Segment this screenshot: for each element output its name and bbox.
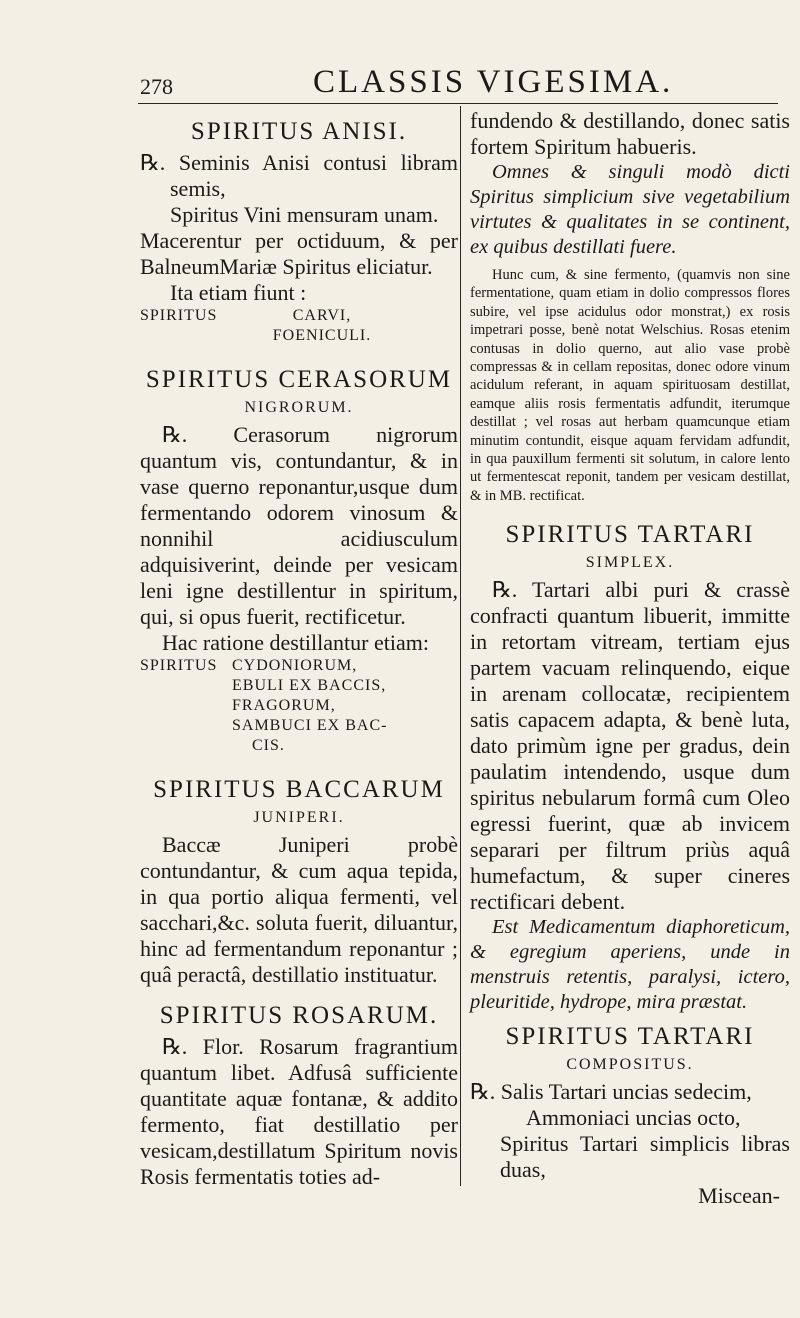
list-item: EBULI EX BACCIS, [232, 677, 387, 694]
heading-spiritus-tartari-compositus: SPIRITUS TARTARI [505, 1023, 755, 1051]
heading-spiritus-anisi: SPIRITUS ANISI. [190, 118, 408, 145]
list-label: SPIRITUS [140, 307, 218, 324]
heading-spiritus-cerasorum: SPIRITUS CERASORUM [145, 366, 453, 393]
list-item: SAMBUCI EX BAC- [232, 717, 388, 734]
continued-paragraph: fundendo & destillando, donec satis fortem Spiritum habueris. [470, 108, 790, 159]
heading-spiritus-tartari: SPIRITUS TARTARI [505, 521, 755, 549]
recipe-line: Ita etiam fiunt : [170, 280, 307, 305]
recipe-paragraph: ℞. Flor. Rosarum fragrantium quantum libet. Adfusâ sufficiente quantitate aquæ fontanæ, & addito fermento, fiat destillatio per vesicam,destillatum Spiritum novis Rosis fermentatis toties ad- [140, 1034, 458, 1189]
header-rule [138, 103, 778, 104]
subheading-simplex: SIMPLEX. [585, 554, 675, 572]
recipe-paragraph: Baccæ Juniperi probè contundantur, & cum aqua tepida, in qua portio aliqua fermenti, vel sacchari,&c. soluta fuerit, diluantur, hinc ad fermentandum reponantur ; quâ peractâ, destillatio instituatur. [140, 832, 458, 987]
recipe-instruction: Macerentur per octiduum, & per BalneumMariæ Spiritus eliciatur. [140, 228, 458, 279]
variant-list-cydoniorum [140, 656, 458, 756]
recipe-line: Spiritus Tartari simplicis libras duas, [500, 1131, 790, 1183]
list-items: CARVI, FOENICULI. [272, 307, 372, 344]
list-item: CIS. [252, 737, 285, 754]
page-header [138, 64, 778, 104]
italic-remark: Est Medicamentum diaphoreticum, & egregium aperiens, unde in menstruis retentis, paralysi, ictero, pleuritide, hydrope, mira præstat. [470, 916, 790, 1014]
list-label: SPIRITUS [140, 657, 218, 674]
footnote-paragraph: Hunc cum, & sine fermento, (quamvis non sine fermentatione, quam etiam in dolio compressos flores subire, vel ipse acidulus odor monstrat,) ex rosis impetrari posse, benè notat Welschius. Rosas etenim contusas in dolio querno, aut alio vase probè compressas & in cellam repositas, donec odore vinum acidulum referant, in aquam spirituosam destillat, eamque aliis rosis fermentatis adfundit, iterumque destillat ; vel rosas aut herbam quamcunque etiam minutim contundit, eisque aquam fervidam adfundit, in qua pauxillum fermenti sit solutum, in calore lento ut fermentescat reponit, tandem per vesicam destillat, & in MB. rectificat. [470, 267, 790, 504]
recipe-paragraph: ℞. Tartari albi puri & crassè confracti quantum libuerit, immitte in retortam vitream, tertiam ejus partem vacuam relinquendo, eique in arenam collocatæ, recipientem satis capacem adapta, & benè luta, dato primùm igne per gradus, dein paulatim intendendo, usque dum spiritus nebularum formâ cum Oleo egressi fuerint, quæ ab invicem separari per filtrum priùs aquâ humefactum, & super cineres rectificari debent. [470, 577, 790, 915]
column-divider [460, 106, 461, 1186]
running-title: CLASSIS VIGESIMA. [313, 64, 674, 100]
recipe-line: Ammoniaci uncias octo, [526, 1105, 741, 1131]
recipe-paragraph: ℞. Cerasorum nigrorum quantum vis, contundantur, & in vase querno reponantur,usque dum fermentando odorem vinosum & nonnihil acidiusculum adquisiverint, deinde per vesicam leni igne destillentur in spiritum, qui, si opus fuerit, rectificetur. [140, 422, 458, 629]
subheading-compositus: COMPOSITUS. [566, 1056, 694, 1074]
heading-spiritus-baccarum: SPIRITUS BACCARUM [153, 776, 445, 803]
subheading-nigrorum: NIGRORUM. [244, 399, 354, 416]
recipe-line: ℞. Seminis Anisi contusi libram semis, [140, 150, 458, 201]
heading-spiritus-rosarum: SPIRITUS ROSARUM. [159, 1002, 439, 1029]
list-item: FRAGORUM, [232, 697, 336, 714]
catchword: Miscean- [698, 1183, 780, 1209]
recipe-line: ℞. Salis Tartari uncias sedecim, [470, 1079, 752, 1105]
recipe-line: Spiritus Vini mensuram unam. [170, 202, 439, 227]
left-column [140, 108, 458, 1190]
recipe-paragraph: Hac ratione destillantur etiam: [162, 630, 429, 655]
list-item: CYDONIORUM, [232, 657, 358, 674]
italic-remark: Omnes & singuli modò dicti Spiritus simplicium sive vegetabilium virtutes & qualitates in se continent, ex quibus destillati fuere. [470, 161, 790, 258]
variant-list-carvi [140, 306, 458, 346]
subheading-juniperi: JUNIPERI. [253, 809, 345, 826]
right-column [470, 108, 790, 1209]
page-number: 278 [140, 74, 173, 99]
